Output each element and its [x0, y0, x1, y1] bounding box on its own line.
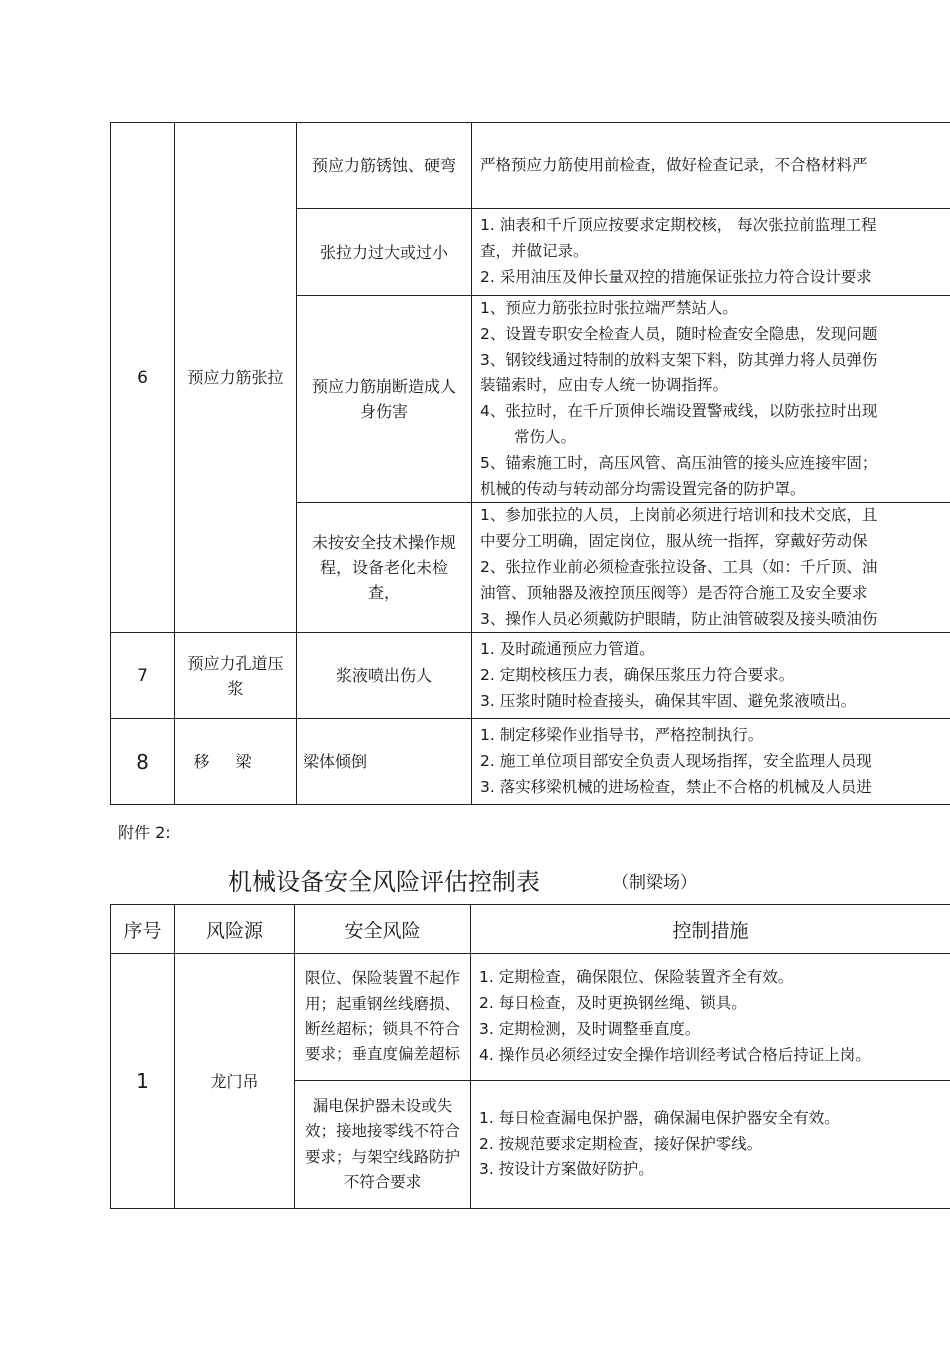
control-line: 查，并做记录。 [480, 242, 589, 261]
risk-source: 龙门吊 [175, 954, 295, 1209]
control-line: 5、锚索施工时，高压风管、高压油管的接头应连接牢固； [480, 453, 878, 472]
control-line: 装锚索时，应由专人统一协调指挥。 [480, 376, 729, 395]
risk-description: 预应力筋崩断造成人身伤害 [297, 296, 472, 503]
table-row [111, 719, 950, 805]
control-line: 3. 按设计方案做好防护。 [479, 1160, 654, 1179]
control-line: 2. 定期校核压力表，确保压浆压力符合要求。 [480, 665, 795, 684]
risk-table-continued [110, 122, 950, 805]
control-line: 1. 油表和千斤顶应按要求定期校核， 每次张拉前监理工程 [480, 216, 877, 235]
control-line: 3、钢铰线通过特制的放料支架下料，防其弹力将人员弹伤 [480, 350, 878, 369]
risk-description: 浆液喷出伤人 [297, 633, 472, 719]
control-measures [472, 503, 950, 633]
control-measures [472, 209, 950, 296]
control-measures [471, 1081, 950, 1209]
control-measures [472, 633, 950, 719]
table-header-row [111, 905, 950, 954]
risk-description: 未按安全技术操作规程，设备老化未检查， [297, 503, 472, 633]
control-line: 3、操作人员必须戴防护眼睛，防止油管破裂及接头喷油伤 [480, 609, 878, 628]
table-row [111, 954, 950, 1081]
table-row [111, 633, 950, 719]
control-line: 4、张拉时，在千斤顶伸长端设置警戒线，以防张拉时出现 [480, 402, 878, 421]
header-index: 序号 [111, 905, 175, 954]
control-line: 3. 压浆时随时检查接头，确保其牢固、避免浆液喷出。 [480, 691, 857, 710]
row-number: 8 [111, 719, 175, 805]
control-measures [471, 954, 950, 1081]
control-line: 2、张拉作业前必须检查张拉设备、工具（如：千斤顶、油 [480, 557, 878, 576]
risk-description: 张拉力过大或过小 [297, 209, 472, 296]
control-line: 3. 落实移梁机械的进场检查，禁止不合格的机械及人员进 [480, 777, 872, 796]
control-line: 2. 采用油压及伸长量双控的措施保证张拉力符合设计要求 [480, 267, 872, 286]
row-number: 6 [111, 123, 175, 633]
control-line: 1. 每日检查漏电保护器，确保漏电保护器安全有效。 [479, 1108, 840, 1127]
risk-description: 限位、保险装置不起作用；起重钢丝线磨损、断丝超标；锁具不符合要求；垂直度偏差超标 [295, 954, 471, 1081]
control-line: 中要分工明确，固定岗位，服从统一指挥，穿戴好劳动保 [480, 532, 868, 551]
control-line: 1、参加张拉的人员，上岗前必须进行培训和技术交底，且 [480, 506, 878, 525]
control-line: 2、设置专职安全检查人员，随时检查安全隐患，发现问题 [480, 324, 878, 343]
row-number: 1 [111, 954, 175, 1209]
control-line: 4. 操作员必须经过安全操作培训经考试合格后持证上岗。 [479, 1045, 871, 1064]
risk-description: 预应力筋锈蚀、硬弯 [297, 123, 472, 209]
risk-description: 梁体倾倒 [297, 719, 472, 805]
table-row [111, 123, 950, 209]
control-measures [472, 123, 950, 209]
control-line: 2. 按规范要求定期检查，接好保护零线。 [479, 1134, 763, 1153]
control-line: 机械的传动与转动部分均需设置完备的防护罩。 [480, 479, 806, 498]
attachment-label: 附件 2: [118, 823, 171, 842]
control-line: 1. 定期检查，确保限位、保险装置齐全有效。 [479, 968, 794, 987]
control-line: 1. 制定移梁作业指导书，严格控制执行。 [480, 726, 764, 745]
control-line: 3. 定期检测，及时调整垂直度。 [479, 1020, 701, 1038]
control-line: 1. 及时疏通预应力管道。 [480, 640, 655, 659]
control-measures [472, 296, 950, 503]
risk-source: 预应力孔道压浆 [175, 633, 297, 719]
control-line: 2. 每日检查，及时更换钢丝绳、锁具。 [479, 994, 747, 1013]
row-number: 7 [111, 633, 175, 719]
control-line: 油管、顶轴器及液控顶压阀等）是否符合施工及安全要求 [480, 583, 868, 602]
page-subtitle: （制梁场） [612, 873, 697, 893]
page-title: 机械设备安全风险评估控制表 [228, 868, 540, 896]
header-control-measures: 控制措施 [471, 905, 950, 954]
header-safety-risk: 安全风险 [295, 905, 471, 954]
header-risk-source: 风险源 [175, 905, 295, 954]
risk-source: 预应力筋张拉 [175, 123, 297, 633]
machinery-risk-table [110, 904, 950, 1209]
control-measures [472, 719, 950, 805]
control-line: 常伤人。 [514, 427, 577, 446]
control-line: 1、预应力筋张拉时张拉端严禁站人。 [480, 299, 738, 317]
risk-source: 移梁 [175, 719, 297, 805]
control-line: 严格预应力筋使用前检查，做好检查记录，不合格材料严 [480, 155, 868, 174]
control-line: 2. 施工单位项目部安全负责人现场指挥，安全监理人员现 [480, 751, 872, 770]
risk-description: 漏电保护器未设或失效；接地接零线不符合要求；与架空线路防护不符合要求 [295, 1081, 471, 1209]
